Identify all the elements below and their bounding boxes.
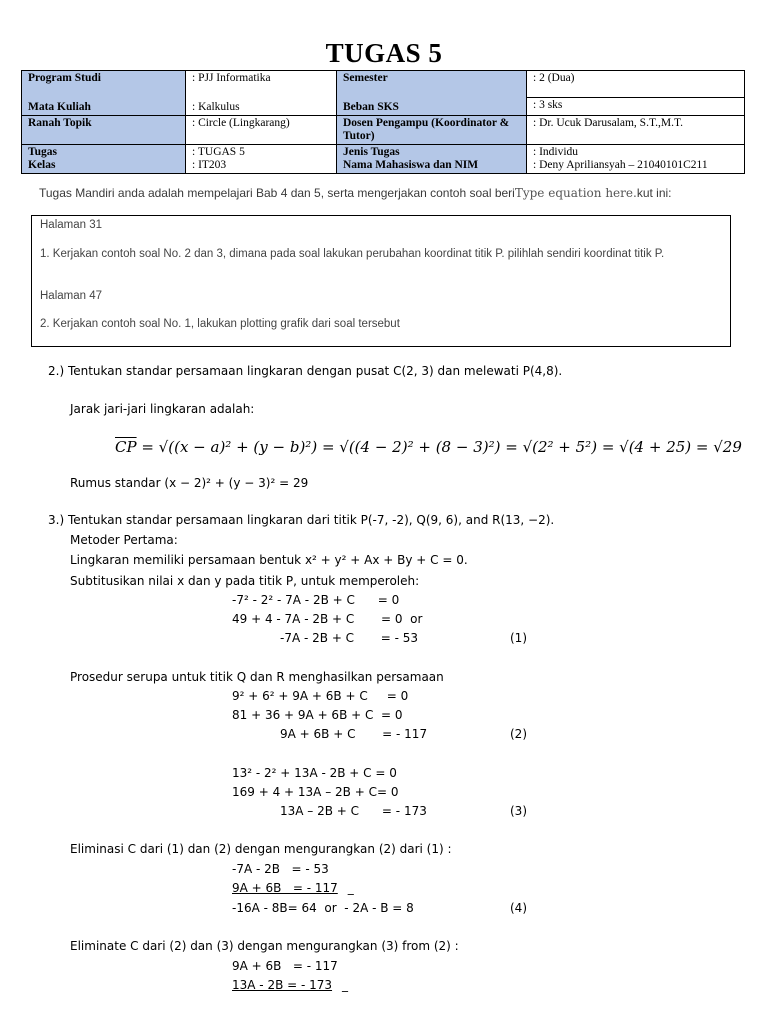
q-equation-3: 9A + 6B + C = - 117 (280, 727, 428, 741)
dosen-label: Dosen Pengampu (Koordinator & Tutor) (337, 116, 527, 145)
question-3: 3.) Tentukan standar persamaan lingkaran dari titik P(-7, -2), Q(9, 6), and R(13, −2). (48, 513, 555, 527)
elimination-1-line-2: 9A + 6B = - 117 _ (232, 881, 354, 895)
kelas-label: Kelas (28, 159, 56, 171)
elimination-1-text: Eliminasi C dari (1) dan (2) dengan mengurangkan (2) dari (1) : (70, 842, 452, 856)
q-equation-1: 9² + 6² + 9A + 6B + C = 0 (232, 689, 409, 703)
substitute-text: Subtitusikan nilai x dan y pada titik P, untuk memperoleh: (70, 574, 420, 588)
beban-sks-label: Beban SKS (343, 101, 399, 113)
r-equation-1: 13² - 2² + 13A - 2B + C = 0 (232, 766, 397, 780)
semester-label: Semester Beban SKS (337, 71, 527, 116)
p-equation-1: -7² - 2² - 7A - 2B + C = 0 (232, 593, 400, 607)
instructions-box (31, 215, 731, 347)
method-heading: Metoder Pertama: (70, 533, 178, 547)
mata-kuliah-label: Mata Kuliah (28, 101, 91, 113)
elimination-1-line-1: -7A - 2B = - 53 (232, 862, 329, 876)
equation-label-4: (4) (510, 901, 527, 915)
instruction-task-1: 1. Kerjakan contoh soal No. 2 dan 3, dimana pada soal lakukan perubahan koordinat titik P. pilihlah sendiri koordinat titik P. (40, 248, 665, 260)
ranah-topik-label: Ranah Topik (22, 116, 186, 145)
kelas-value: : IT203 (192, 159, 227, 171)
tugas-label: Tugas Kelas (22, 145, 186, 174)
instruction-task-2: 2. Kerjakan contoh soal No. 1, lakukan plotting grafik dari soal tersebut (40, 318, 400, 330)
beban-sks-value: : 3 sks (533, 99, 563, 111)
p-equation-3: -7A - 2B + C = - 53 (280, 631, 419, 645)
elimination-2-line-2: 13A - 2B = - 173 _ (232, 978, 349, 992)
r-equation-2: 169 + 4 + 13A – 2B + C= 0 (232, 785, 399, 799)
mata-kuliah-value: : Kalkulus (192, 101, 240, 113)
nama-label: Nama Mahasiswa dan NIM (343, 159, 479, 171)
equation-label-3: (3) (510, 804, 527, 818)
program-studi-value: : PJJ Informatika : Kalkulus (186, 71, 337, 116)
distance-formula: $\overline{CP} = √((x - a)^2 + (y - b)^2) = √((4 - 2)^2 + (8 - 3)^2) = √(2^2 + 5^2) = √(4 + 25) = √29$ (115, 438, 742, 456)
course-info-table (21, 70, 745, 174)
r-equation-3: 13A – 2B + C = - 173 (280, 804, 427, 818)
equation-label-1: (1) (510, 631, 527, 645)
program-studi-label: Program Studi Mata Kuliah (22, 71, 186, 116)
nama-value: : Deny Apriliansyah – 21040101C211 (533, 159, 708, 171)
semester-value: : 2 (Dua) : 3 sks (527, 71, 745, 116)
question-2: 2.) Tentukan standar persamaan lingkaran dengan pusat C(2, 3) dan melewati P(4,8). (48, 364, 563, 378)
jenis-tugas-label: Jenis Tugas Nama Mahasiswa dan NIM (337, 145, 527, 174)
intro-text: Tugas Mandiri anda adalah mempelajari Bab 4 dan 5, serta mengerjakan contoh soal beriType equation here.kut ini: (39, 186, 672, 200)
tugas-value: : TUGAS 5 : IT203 (186, 145, 337, 174)
radius-caption: Jarak jari-jari lingkaran adalah: (70, 402, 255, 416)
ranah-topik-value: : Circle (Lingkarang) (186, 116, 337, 145)
standard-equation-q2: Rumus standar (x − 2)² + (y − 3)² = 29 (70, 476, 309, 490)
q-equation-2: 81 + 36 + 9A + 6B + C = 0 (232, 708, 403, 722)
elimination-2-line-1: 9A + 6B = - 117 (232, 959, 338, 973)
elimination-2-text: Eliminate C dari (2) dan (3) dengan mengurangkan (3) from (2) : (70, 939, 459, 953)
p-equation-2: 49 + 4 - 7A - 2B + C = 0 or (232, 612, 423, 626)
equation-label-2: (2) (510, 727, 527, 741)
jenis-tugas-value: : Individu : Deny Apriliansyah – 21040101C211 (527, 145, 745, 174)
instruction-page-31: Halaman 31 (40, 219, 103, 231)
equation-placeholder[interactable]: Type equation here. (514, 186, 637, 200)
instruction-page-47: Halaman 47 (40, 290, 103, 302)
procedure-text: Prosedur serupa untuk titik Q dan R menghasilkan persamaan (70, 670, 444, 684)
page-title: TUGAS 5 (325, 38, 443, 68)
general-form: Lingkaran memiliki persamaan bentuk x² + y² + Ax + By + C = 0. (70, 553, 468, 567)
dosen-value: : Dr. Ucuk Darusalam, S.T.,M.T. (527, 116, 745, 145)
elimination-1-line-3: -16A - 8B= 64 or - 2A - B = 8 (232, 901, 414, 915)
